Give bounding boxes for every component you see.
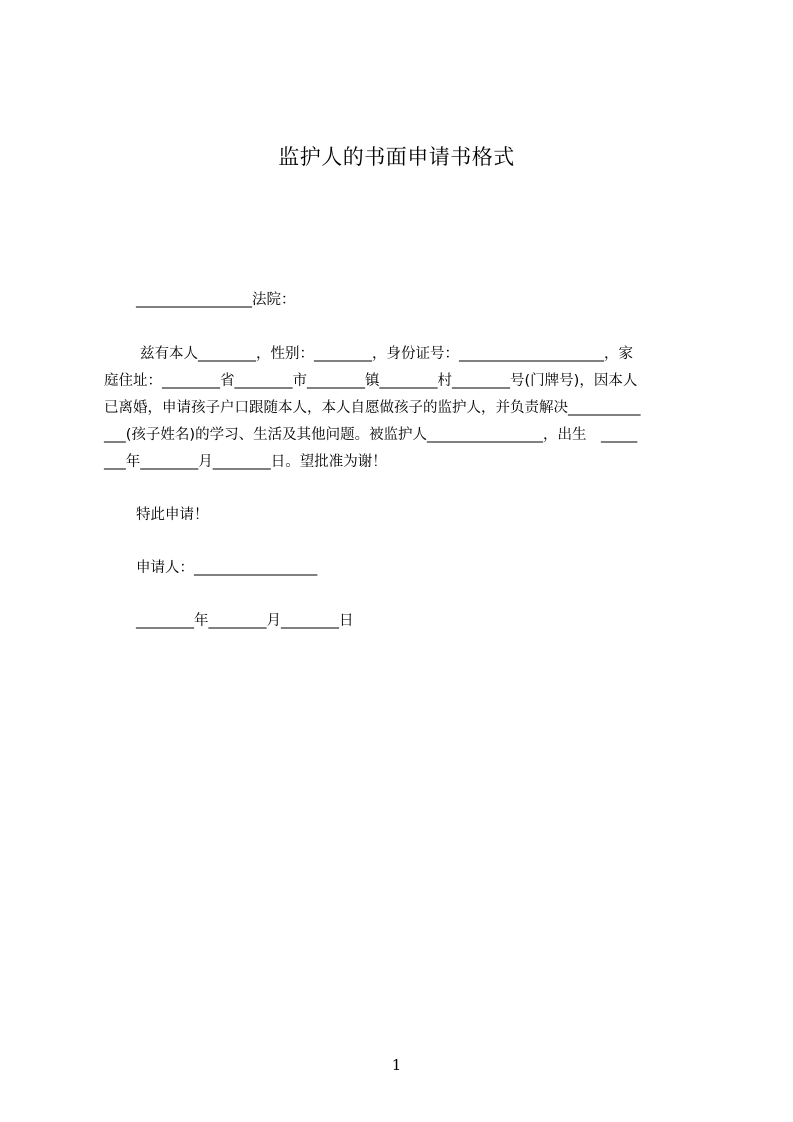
body-line-1: 兹有本人________，性别：________，身份证号：____________________，家 xyxy=(140,346,633,362)
applicant-line: 申请人：_________________ xyxy=(136,560,318,576)
document-title: 监护人的书面申请书格式 xyxy=(278,145,515,169)
body-line-3: 已离婚，申请孩子户口跟随本人，本人自愿做孩子的监护人，并负责解决__________ xyxy=(104,400,641,416)
closing-line: 特此申请！ xyxy=(136,507,209,523)
body-line-4: ___(孩子姓名)的学习、生活及其他问题。被监护人________________，出生 _____ xyxy=(104,427,638,443)
page-number: 1 xyxy=(391,1056,402,1074)
body-line-2: 庭住址：________省________市________镇________村________号(门牌号)，因本人 xyxy=(104,373,638,389)
addressee-line: ________________法院： xyxy=(136,292,296,308)
body-line-5: ___年________月________日。望批准为谢！ xyxy=(104,454,387,470)
date-line: ________年________月________日 xyxy=(136,613,354,629)
